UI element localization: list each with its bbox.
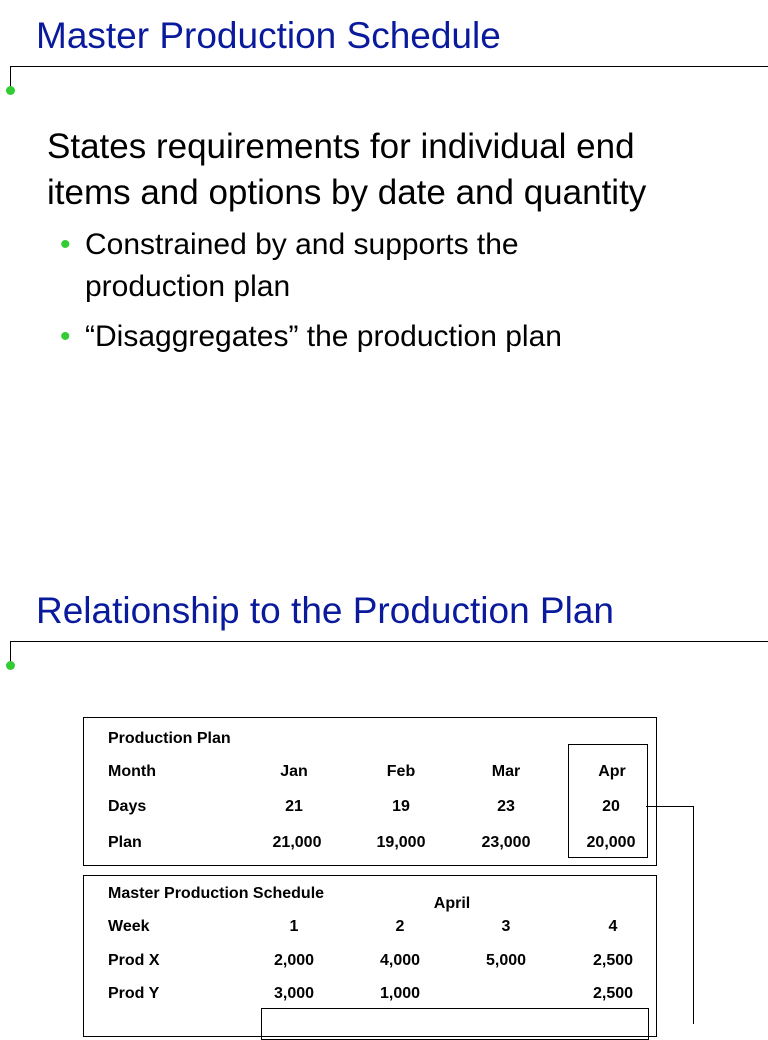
- row-label-prod-x: Prod X: [108, 952, 160, 969]
- plan-cell: 21,000: [272, 834, 322, 851]
- bullet-icon: •: [60, 228, 71, 261]
- prod-x-cell: 4,000: [379, 952, 421, 969]
- bullet-list: [60, 224, 720, 366]
- week-cell: 3: [501, 918, 511, 935]
- bullet-line: Constrained by and supports the: [85, 228, 519, 261]
- month-cell: Feb: [386, 763, 416, 780]
- title-underline: [10, 66, 768, 67]
- week-cell: 4: [608, 918, 618, 935]
- lead-line: States requirements for individual end: [47, 127, 635, 166]
- bullet-line: “Disaggregates” the production plan: [85, 320, 562, 353]
- rule-dot-icon: [6, 86, 15, 95]
- mps-month-label: April: [433, 895, 471, 912]
- bullet-item: [60, 316, 720, 358]
- prod-y-cell: 3,000: [273, 985, 315, 1002]
- plan-cell: 19,000: [376, 834, 426, 851]
- days-cell: 19: [392, 798, 410, 815]
- lead-text: [47, 124, 747, 216]
- lead-line: items and options by date and quantity: [47, 173, 647, 212]
- title-underline: [10, 641, 768, 642]
- bullet-icon: •: [60, 320, 71, 353]
- prod-x-cell: 2,500: [592, 952, 634, 969]
- month-cell: Jan: [280, 763, 308, 780]
- mps-label: Master Production Schedule: [108, 885, 325, 902]
- plan-cell: 23,000: [481, 834, 531, 851]
- mps-highlight-row: [261, 1008, 649, 1040]
- slide-title: Relationship to the Production Plan: [36, 590, 614, 631]
- rule-dot-icon: [6, 661, 15, 670]
- row-label-plan: Plan: [108, 834, 142, 851]
- prod-y-cell: 1,000: [379, 985, 421, 1002]
- row-label-days: Days: [108, 798, 147, 815]
- slide-title: Master Production Schedule: [36, 15, 501, 56]
- row-label-week: Week: [108, 918, 150, 935]
- days-cell: 23: [497, 798, 515, 815]
- connector-line: [693, 806, 694, 1024]
- row-label-month: Month: [108, 763, 156, 780]
- plan-cell: 20,000: [586, 834, 636, 851]
- bullet-item: [60, 224, 720, 308]
- prod-x-cell: 5,000: [485, 952, 527, 969]
- row-label-prod-y: Prod Y: [108, 985, 160, 1002]
- prod-y-cell: 2,500: [592, 985, 634, 1002]
- connector-line: [646, 806, 694, 807]
- week-cell: 1: [289, 918, 299, 935]
- bullet-line: production plan: [85, 270, 291, 303]
- days-cell: 20: [602, 798, 620, 815]
- production-plan-label: Production Plan: [108, 730, 231, 747]
- month-cell: Mar: [491, 763, 521, 780]
- week-cell: 2: [395, 918, 405, 935]
- days-cell: 21: [285, 798, 303, 815]
- prod-x-cell: 2,000: [273, 952, 315, 969]
- month-cell: Apr: [598, 763, 626, 780]
